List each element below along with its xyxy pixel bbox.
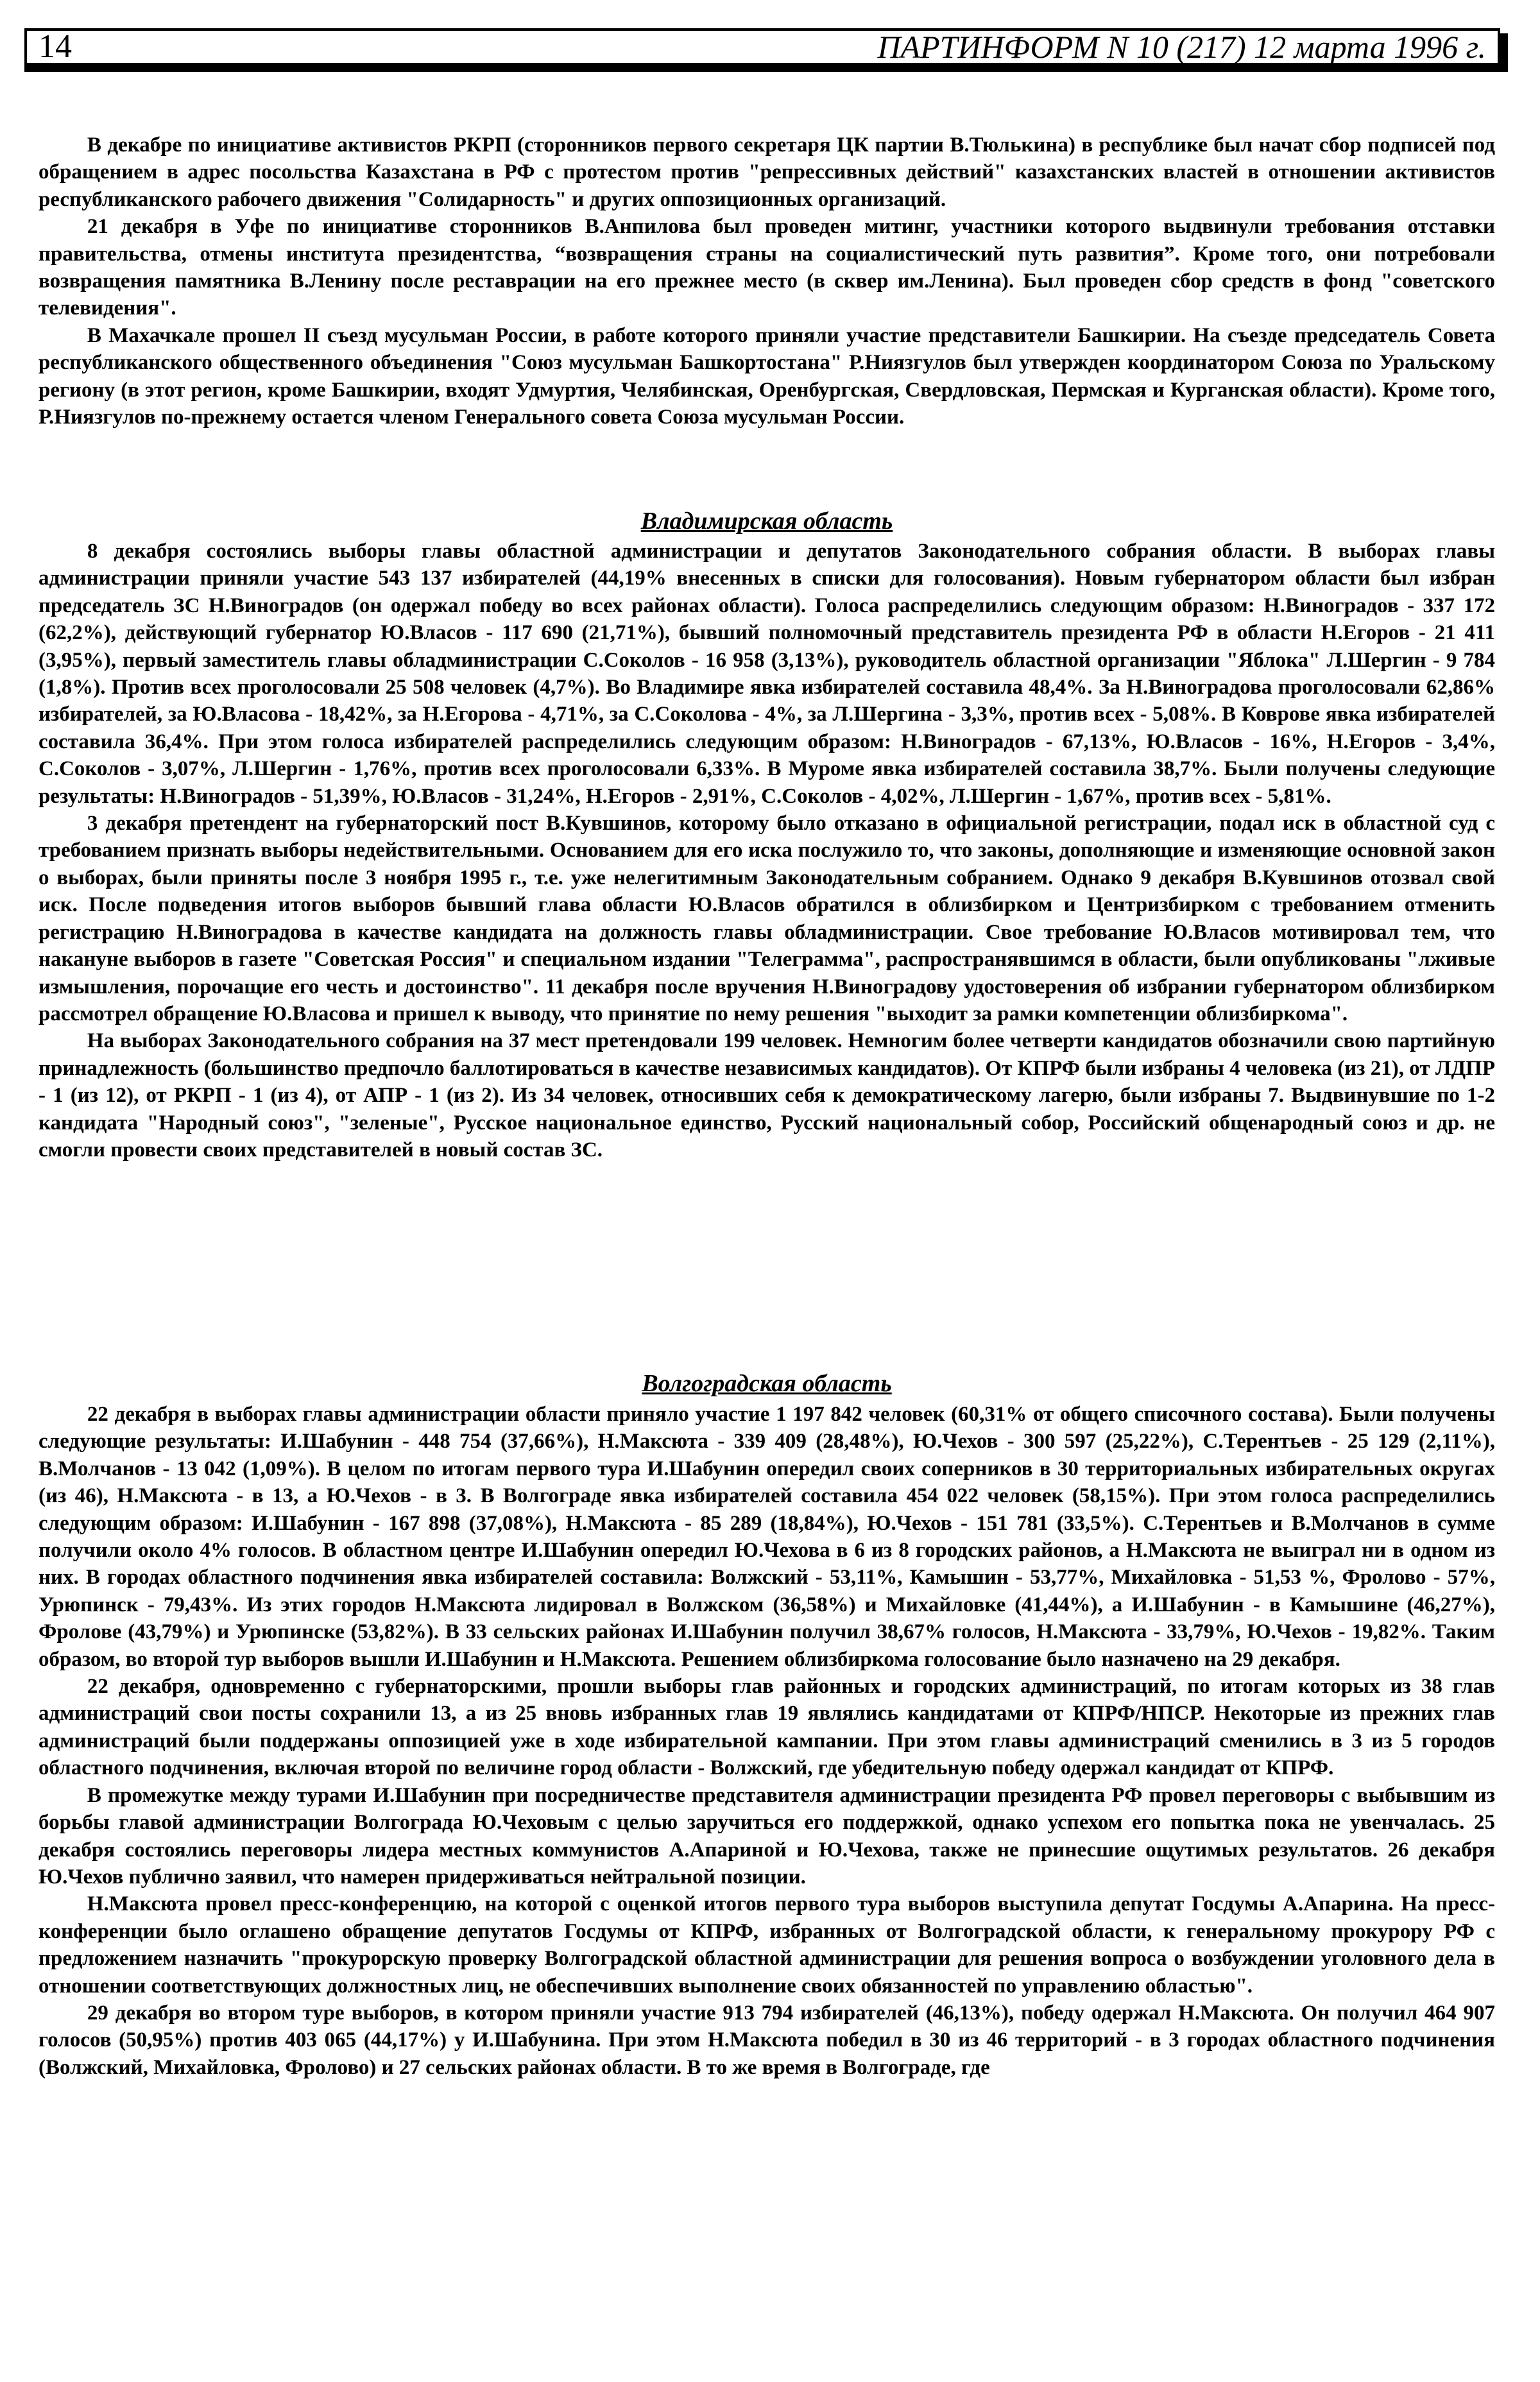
bashkiria-section-text [38, 132, 1495, 431]
paragraph: 22 декабря в выборах главы администрации области приняло участие 1 197 842 человек (60,31% от общего списочного состава). Были получены следующие результаты: И.Шабунин - 448 754 (37,66%), Н.Максюта - 339 409 (28,48%), Ю.Чехов - 300 597 (25,22%), С.Терентьев - 25 129 (2,11%), В.Молчанов - 13 042 (1,09%). В целом по итогам первого тура И.Шабунин опередил своих соперников в 30 территориальных избирательных округах (из 46), Н.Максюта - в 13, а Ю.Чехов - в 3. В Волгограде явка избирателей составила 454 022 человек (58,15%). При этом голоса распределились следующим образом: И.Шабунин - 167 898 (37,08%), Н.Максюта - 85 289 (18,84%), Ю.Чехов - 151 781 (33,5%). С.Терентьев и В.Молчанов в сумме получили около 4% голосов. В областном центре И.Шабунин опередил Ю.Чехова в 6 из 8 городских районов, а Н.Максюта не выиграл ни в одном из них. В городах областного подчинения явка избирателей составила: Волжский - 53,11%, Камышин - 53,77%, Михайловка - 51,53 %, Фролово - 57%, Урюпинск - 79,43%. Из этих городов Н.Максюта лидировал в Волжском (36,58%) и Михайловке (41,44%), а И.Шабунин - в Камышине (46,27%), Фролове (43,79%) и Урюпинске (53,82%). В 33 сельских районах И.Шабунин получил 38,67% голосов, Н.Максюта - 33,79%, Ю.Чехов - 19,82%. Таким образом, во второй тур выборов вышли И.Шабунин и Н.Максюта. Решением облизбиркома голосование было назначено на 29 декабря. [38, 1403, 1495, 1671]
paragraph: 3 декабря претендент на губернаторский пост В.Кувшинов, которому было отказано в официальной регистрации, подал иск в областной суд с требованием признать выборы недействительными. Основанием для его иска послужило то, что законы, дополняющие и изменяющие основной закон о выборах, были приняты после 3 ноября 1995 г., т.е. уже нелегитимным Законодательным собранием. Однако 9 декабря В.Кувшинов отозвал свой иск. После подведения итогов выборов бывший глава области Ю.Власов обратился в облизбирком и Центризбирком с требованием отменить регистрацию Н.Виноградова в качестве кандидата на должность главы обладминистрации. Свое требование Ю.Власов мотивировал тем, что накануне выборов в газете "Советская Россия" и специальном издании "Телеграмма", распространявшимся в области, были опубликованы "лживые измышления, порочащие его честь и достоинство". 11 декабря после вручения Н.Виноградову удостоверения об избрании губернатором облизбирком рассмотрел обращение Ю.Власова и пришел к выводу, что принятие по нему решения "выходит за рамки компетенции облизбиркома". [38, 812, 1495, 1025]
paragraph: В промежутке между турами И.Шабунин при посредничестве представителя администрации президента РФ провел переговоры с выбывшим из борьбы главой администрации Волгограда Ю.Чеховым с целью заручиться его поддержкой, однако успехом его попытка пока не увенчалась. 25 декабря состоялись переговоры лидера местных коммунистов А.Апариной и Ю.Чехова, также не принесшие ощутимых результатов. 26 декабря Ю.Чехов публично заявил, что намерен придерживаться нейтральной позиции. [38, 1783, 1495, 1889]
paragraph: В Махачкале прошел II съезд мусульман России, в работе которого приняли участие представители Башкирии. На съезде председатель Совета республиканского общественного объединения "Союз мусульман Башкортостана" Р.Ниязгулов был утвержден координатором Союза по Уральскому региону (в этот регион, кроме Башкирии, входят Удмуртия, Челябинская, Оренбургская, Свердловская, Пермская и Курганская области). Кроме того, Р.Ниязгулов по-прежнему остается членом Генерального совета Союза мусульман России. [38, 323, 1495, 429]
section-title-vladimir: Владимирская область [640, 508, 893, 535]
paragraph: В декабре по инициативе активистов РКРП (сторонников первого секретаря ЦК партии В.Тюлькина) в республике был начат сбор подписей под обращением в адрес посольства Казахстана в РФ с протестом против "репрессивных действий" казахстанских властей в отношении активистов республиканского рабочего движения "Солидарность" и других оппозиционных организаций. [38, 133, 1495, 211]
volgograd-section-text [38, 1401, 1495, 2081]
paragraph: На выборах Законодательного собрания на 37 мест претендовали 199 человек. Немногим более четверти кандидатов обозначили свою партийную принадлежность (большинство предпочло баллотироваться в качестве независимых кандидатов). От КПРФ были избраны 4 человека (из 21), от ЛДПР - 1 (из 12), от РКРП - 1 (из 4), от АПР - 1 (из 2). Из 34 человек, относивших себя к демократическому лагерю, были избраны 7. Выдвинувшие по 1-2 кандидата "Народный союз", "зеленые", Русское национальное единство, Русский национальный собор, Российский общенародный союз и др. не смогли провести своих представителей в новый состав ЗС. [38, 1029, 1495, 1161]
issue-title: ПАРТИНФОРМ N 10 (217) 12 марта 1996 г. [877, 29, 1486, 65]
page-number: 14 [38, 28, 72, 65]
paragraph: 8 декабря состоялись выборы главы областной администрации и депутатов Законодательного собрания области. В выборах главы администрации приняли участие 543 137 избирателей (44,19% внесенных в списки для голосования). Новым губернатором области был избран председатель ЗС Н.Виноградов (он одержал победу во всех районах области). Голоса распределились следующим образом: Н.Виноградов - 337 172 (62,2%), действующий губернатор Ю.Власов - 117 690 (21,71%), бывший полномочный представитель президента РФ в области Н.Егоров - 21 411 (3,95%), первый заместитель главы обладминистрации С.Соколов - 16 958 (3,13%), руководитель областной организации "Яблока" Л.Шергин - 9 784 (1,8%). Против всех проголосовали 25 508 человек (4,7%). Во Владимире явка избирателей составила 48,4%. За Н.Виноградова проголосовали 62,86% избирателей, за Ю.Власова - 18,42%, за Н.Егорова - 4,71%, за С.Соколова - 4%, за Л.Шергина - 3,3%, против всех - 5,08%. В Коврове явка избирателей составила 36,4%. При этом голоса избирателей распределились следующим образом: Н.Виноградов - 67,13%, Ю.Власов - 16%, Н.Егоров - 3,4%, С.Соколов - 3,07%, Л.Шергин - 1,76%, против всех проголосовали 6,33%. В Муроме явка избирателей составила 38,7%. Были получены следующие результаты: Н.Виноградов - 51,39%, Ю.Власов - 31,24%, Н.Егоров - 2,91%, С.Соколов - 4,02%, Л.Шергин - 1,67%, против всех - 5,81%. [38, 540, 1495, 808]
page-header [24, 28, 1500, 65]
paragraph: 21 декабря в Уфе по инициативе сторонников В.Анпилова был проведен митинг, участники которого выдвинули требования отставки правительства, отмены института президентства, “возвращения страны на социалистический путь развития”. Кроме того, они потребовали возвращения памятника В.Ленину после реставрации на его прежнее место (в сквер им.Ленина). Был проведен сбор средств в фонд "советского телевидения". [38, 215, 1495, 320]
paragraph: Н.Максюта провел пресс-конференцию, на которой с оценкой итогов первого тура выборов выступила депутат Госдумы А.Апарина. На пресс-конференции было оглашено обращение депутатов Госдумы от КПРФ, избранных от Волгоградской области, к генеральному прокурору РФ с предложением назначить "прокурорскую проверку Волгоградской областной администрации для решения вопроса о возбуждении уголовного дела в отношении соответствующих должностных лиц, не обеспечивших выполнение своих обязанностей по управлению областью". [38, 1892, 1495, 1998]
header-frame-shadow-right [1500, 33, 1508, 72]
paragraph: 22 декабря, одновременно с губернаторскими, прошли выборы глав районных и городских администраций, по итогам которых из 38 глав администраций свои посты сохранили 13, а из 25 вновь избранных глав 19 являлись кандидатами от КПРФ/НПСР. Некоторые из прежних глав администраций были поддержаны оппозицией уже в ходе избирательной кампании. При этом главы администраций сменились в 3 из 5 городов областного подчинения, включая второй по величине город области - Волжский, где убедительную победу одержал кандидат от КПРФ. [38, 1675, 1495, 1780]
paragraph: 29 декабря во втором туре выборов, в котором приняли участие 913 794 избирателей (46,13%), победу одержал Н.Максюта. Он получил 464 907 голосов (50,95%) против 403 065 (44,17%) у И.Шабунина. При этом Н.Максюта победил в 30 из 46 территорий - в 3 городах областного подчинения (Волжский, Михайловка, Фролово) и 27 сельских районах области. В то же время в Волгограде, где [38, 2001, 1495, 2079]
header-frame-shadow [24, 65, 1508, 72]
section-title-volgograd: Волгоградская область [642, 1370, 892, 1397]
vladimir-section-text [38, 538, 1495, 1163]
